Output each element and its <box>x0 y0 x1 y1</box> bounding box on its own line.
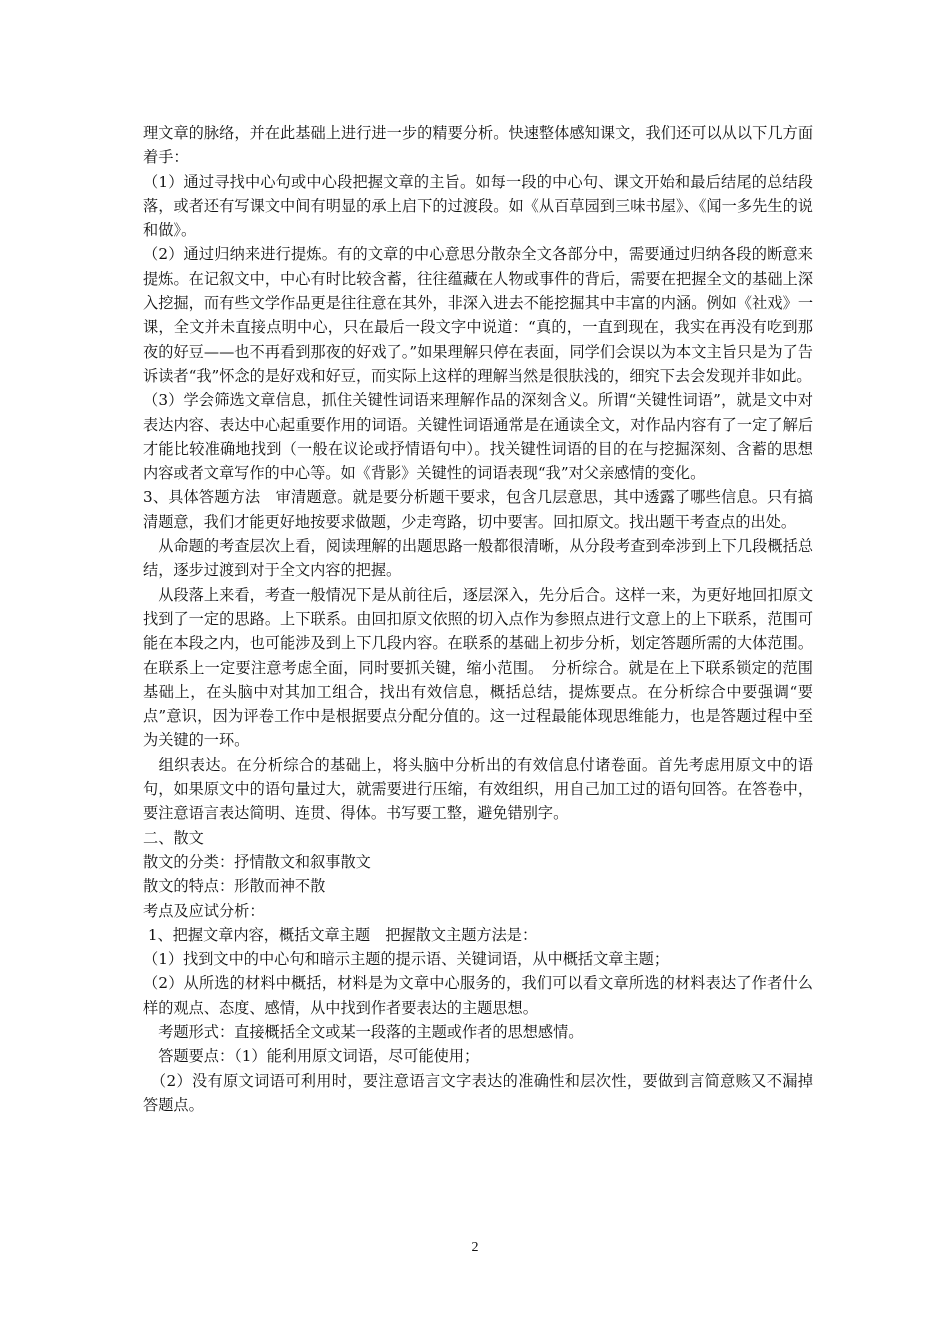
paragraph-3: （2）通过归纳来进行提炼。有的文章的中心意思分散杂全文各部分中，需要通过归纳各段的断意来提炼。在记叙文中，中心有时比较含蓄，往往蕴藏在人物或事件的背后，需要在把握全文的基础上深入挖掘，而有些文学作品更是往往意在其外，非深入进去不能挖掘其中丰富的内涵。例如《社戏》一课，全文并未直接点明中心，只在最后一段文字中说道：“真的，一直到现在，我实在再没有吃到那夜的好豆——也不再看到那夜的好戏了。”如果理解只停在表面，同学们会误以为本文主旨只是为了告诉读者“我”怀念的是好戏和好豆，而实际上这样的理解当然是很肤浅的，细究下去会发现并非如此。 <box>143 245 813 385</box>
paragraph-15: （2）从所选的材料中概括，材料是为文章中心服务的，我们可以看文章所选的材料表达了作者什么样的观点、态度、感情，从中找到作者要表达的主题思想。 <box>143 974 813 1017</box>
paragraph-5: 3、具体答题方法 审清题意。就是要分析题干要求，包含几层意思，其中透露了哪些信息。只有搞清题意，我们才能更好地按要求做题，少走弯路，切中要害。回扣原文。找出题干考查点的出处。 <box>143 488 813 531</box>
paragraph-8: 组织表达。在分析综合的基础上，将头脑中分析出的有效信息付诸卷面。首先考虑用原文中的语句，如果原文中的语句量过大，就需要进行压缩，有效组织，用自己加工过的语句回答。在答卷中，要注意语言表达简明、连贯、得体。书写要工整，避免错别字。 <box>143 755 813 823</box>
paragraph-10: 散文的分类：抒情散文和叙事散文 <box>143 852 371 871</box>
paragraph-6: 从命题的考查层次上看，阅读理解的出题思路一般都很清晰，从分段考查到牵涉到上下几段概括总结，逐步过渡到对于全文内容的把握。 <box>143 537 813 580</box>
paragraph-2: （1）通过寻找中心句或中心段把握文章的主旨。如每一段的中心句、课文开始和最后结尾的总结段落，或者还有写课文中间有明显的承上启下的过渡段。如《从百草园到三味书屋》、《闻一多先生的说和做》。 <box>143 172 813 240</box>
paragraph-17: 答题要点：（1）能利用原文词语，尽可能使用； <box>143 1047 480 1066</box>
page-body <box>143 121 813 1117</box>
paragraph-13: 1、把握文章内容，概括文章主题 把握散文主题方法是： <box>143 925 538 944</box>
paragraph-18: （2）没有原文词语可利用时，要注意语言文字表达的准确性和层次性，要做到言简意赅又不漏掉答题点。 <box>143 1071 813 1114</box>
paragraph-16: 考题形式：直接概括全文或某一段落的主题或作者的思想感情。 <box>143 1022 584 1041</box>
paragraph-7: 从段落上来看，考查一般情况下是从前往后，逐层深入，先分后合。这样一来，为更好地回扣原文找到了一定的思路。上下联系。由回扣原文依照的切入点作为参照点进行文意上的上下联系，范围可能在本段之内，也可能涉及到上下几段内容。在联系的基础上初步分析，划定答题所需的大体范围。在联系上一定要注意考虑全面，同时要抓关键，缩小范围。 分析综合。就是在上下联系锁定的范围基础上，在头脑中对其加工组合，找出有效信息，概括总结，提炼要点。在分析综合中要强调“要点”意识，因为评卷工作中是根据要点分配分值的。这一过程最能体现思维能力，也是答题过程中至为关键的一环。 <box>143 585 813 750</box>
paragraph-14: （1）找到文中的中心句和暗示主题的提示语、关键词语，从中概括文章主题； <box>143 950 670 969</box>
paragraph-1: 理文章的脉络，并在此基础上进行进一步的精要分析。快速整体感知课文，我们还可以从以下几方面着手： <box>143 124 813 167</box>
section-heading: 二、散文 <box>143 828 204 847</box>
page-number: 2 <box>471 1240 479 1255</box>
paragraph-4: （3）学会筛选文章信息，抓住关键性词语来理解作品的深刻含义。所谓“关键性词语”，就是文中对表达内容、表达中心起重要作用的词语。关键性词语通常是在通读全文，对作品内容有了一定了解后才能比较准确地找到（一般在议论或抒情语句中）。找关键性词语的目的在与挖掘深刻、含蓄的思想内容或者文章写作的中心等。如《背影》关键性的词语表现“我”对父亲感情的变化。 <box>143 391 813 483</box>
paragraph-12: 考点及应试分析： <box>143 901 265 920</box>
paragraph-11: 散文的特点：形散而神不散 <box>143 877 326 896</box>
